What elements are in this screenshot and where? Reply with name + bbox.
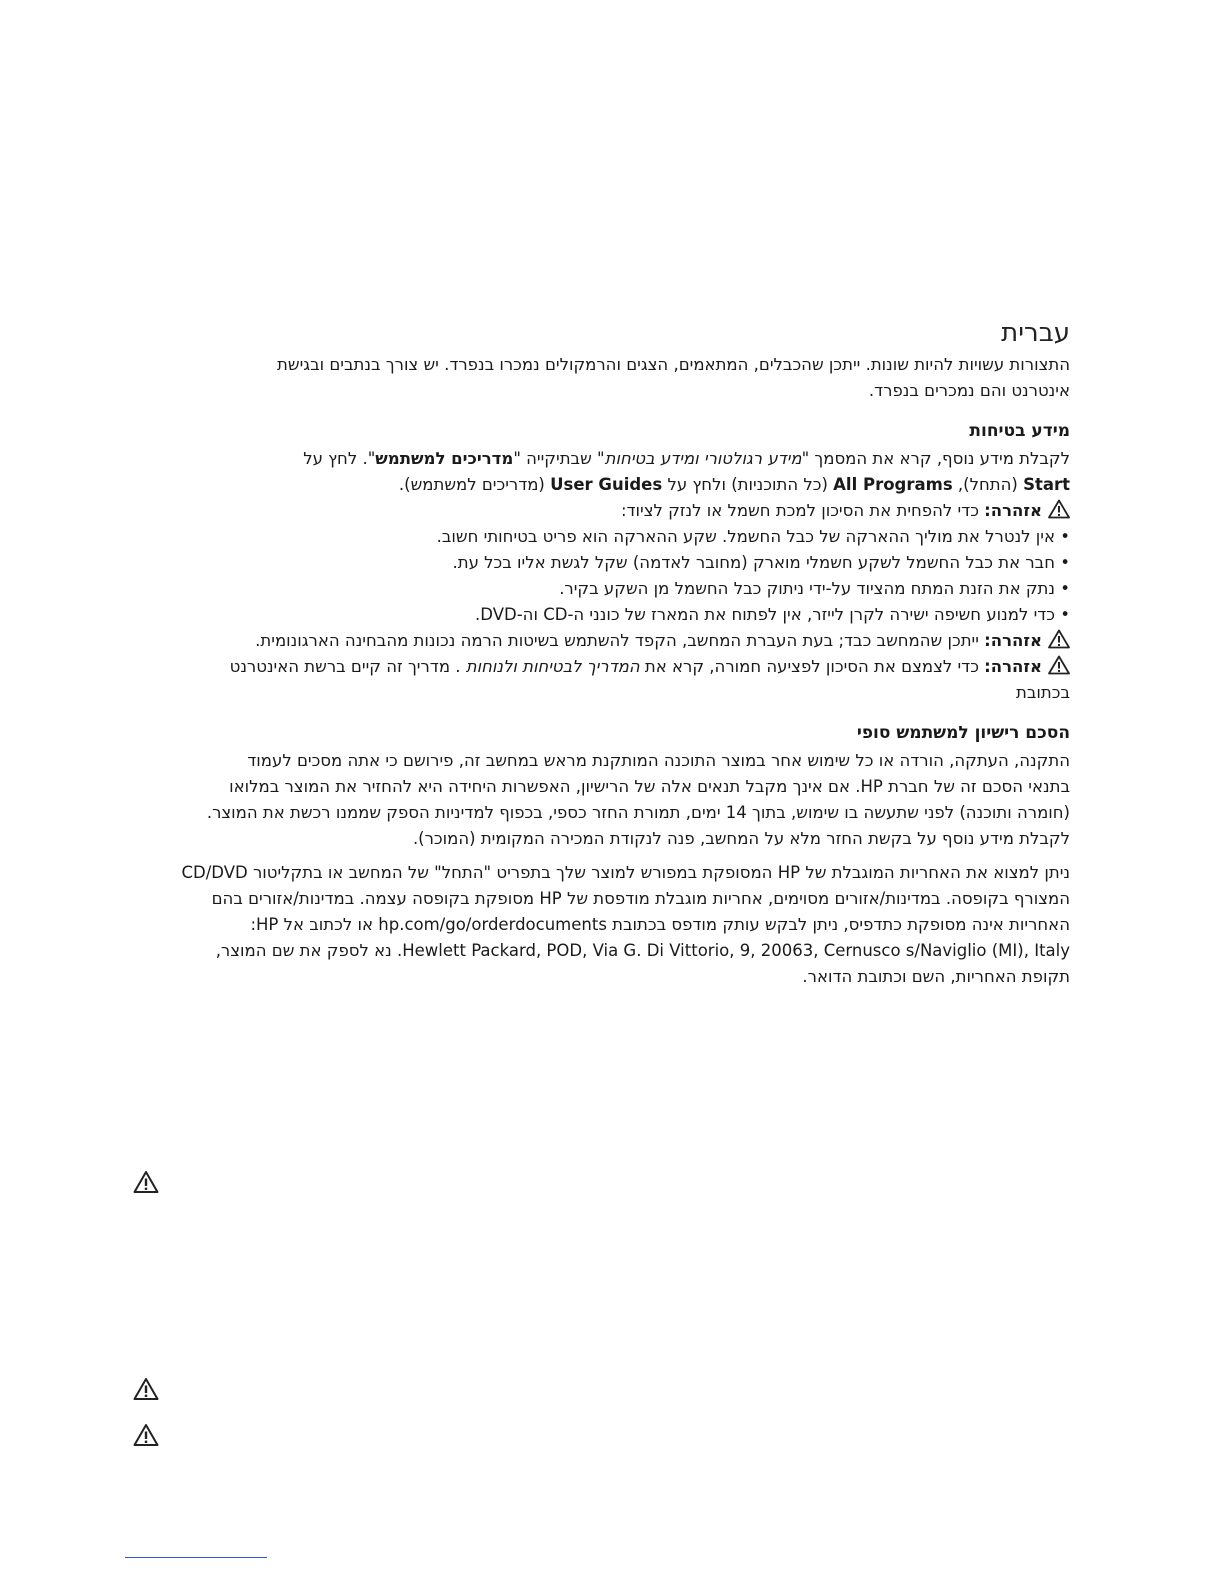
eula-heading: הסכם רישיון למשתמש סופי (856, 723, 1070, 743)
safety-bullet-list (180, 524, 1070, 628)
safety-comfort-guide-title: המדריך לבטיחות ולנוחות (465, 657, 640, 676)
warning-label: אזהרה: (984, 501, 1042, 520)
list-item: • אין לנטרל את מוליך ההארקה של כבל החשמל. שקע ההארקה הוא פריט בטיחותי חשוב. (180, 524, 1070, 550)
warning-label: אזהרה: (984, 631, 1042, 650)
warning-icon (1048, 655, 1070, 675)
safety-heading: מידע בטיחות (969, 421, 1070, 441)
warning-icon (1048, 629, 1070, 649)
list-item: • נתק את הזנת המתח מהציוד על-ידי ניתוק כבל החשמל מן השקע בקיר. (180, 576, 1070, 602)
footnote-divider (125, 1557, 267, 1558)
safety-paragraph-line-1: לקבלת מידע נוסף, קרא את המסמך "מידע רגולטורי ומידע בטיחות" שבתיקייה "מדריכים למשתמש". לחץ על (303, 449, 1070, 468)
warning-electric-shock: אזהרה: כדי להפחית את הסיכון למכת חשמל או לנזק לציוד: (180, 498, 1070, 524)
eula-line: לקבלת מידע נוסף על בקשת החזר מלא על המחשב, פנה לנקודת המכירה המקומית (המוכר). (412, 829, 1070, 848)
warning-serious-injury: אזהרה: כדי לצמצם את הסיכון לפציעה חמורה, קרא את המדריך לבטיחות ולנוחות . מדריך זה קיים ברשת האינטרנט (180, 654, 1070, 680)
list-item: • כדי למנוע חשיפה ישירה לקרן לייזר, אין לפתוח את המארז של כונני ה-CD וה-DVD. (180, 602, 1070, 628)
warranty-line: האחריות אינה מסופקת כתדפיס, ניתן לבקש עותק מודפס בכתובת hp.com/go/orderdocuments או לכתוב אל HP: (250, 915, 1070, 934)
warning-address-line: בכתובת (1016, 683, 1070, 702)
warranty-line: Hewlett Packard, POD, Via G. Di Vittorio, 9, 20063, Cernusco s/Naviglio (MI), Italy. נא לספק את שם המוצר, (215, 941, 1070, 960)
language-title: עברית (1001, 318, 1070, 348)
intro-line-1: התצורות עשויות להיות שונות. ייתכן שהכבלים, המתאמים, הצגים והרמקולים נמכרו בנפרד. יש צורך בנתבים ובגישת (277, 355, 1070, 374)
margin-warning-icon (133, 1423, 159, 1447)
regulatory-doc-title: מידע רגולטורי ומידע בטיחות (604, 449, 802, 468)
warranty-line: ניתן למצוא את האחריות המוגבלת של HP המסופקת במפורש למוצר שלך בתפריט "התחל" של המחשב או בתקליטור CD/DVD (181, 863, 1070, 882)
eula-line: (חומרה ותוכנה) לפני שתעשה בו שימוש, בתוך 14 ימים, תמורת החזר כספי, בכפוף למדיניות הספק שממנו רכשת את המוצר. (206, 803, 1070, 822)
margin-warning-icon (133, 1170, 159, 1194)
document-body (180, 318, 1070, 990)
user-guides-folder: מדריכים למשתמש (375, 449, 514, 468)
all-programs-label: All Programs (833, 475, 953, 494)
warranty-line: תקופת האחריות, השם וכתובת הדואר. (802, 967, 1070, 986)
warning-icon (1048, 499, 1070, 519)
user-guides-label: User Guides (550, 475, 663, 494)
eula-line: בתנאי הסכם זה של חברת HP. אם אינך מקבל תנאים אלה של הרישיון, האפשרות היחידה היא להחזיר את המוצר במלואו (229, 777, 1070, 796)
warning-heavy-computer: אזהרה: ייתכן שהמחשב כבד; בעת העברת המחשב, הקפד להשתמש בשיטות הרמה נכונות מהבחינה הארגונומית. (180, 628, 1070, 654)
warranty-line: המצורף בקופסה. במדינות/אזורים מסוימים, אחריות מוגבלת מודפסת של HP מסופקת בקופסה עצמה. במדינות/אזורים בהם (211, 889, 1070, 908)
list-item: • חבר את כבל החשמל לשקע חשמלי מוארק (מחובר לאדמה) שקל לגשת אליו בכל עת. (180, 550, 1070, 576)
eula-line: התקנה, העתקה, הורדה או כל שימוש אחר במוצר התוכנה המותקנת מראש במחשב זה, פירושם כי אתה מסכים לעמוד (247, 751, 1070, 770)
start-menu-label: Start (1023, 475, 1070, 494)
intro-line-2: אינטרנט והם נמכרים בנפרד. (868, 381, 1070, 400)
safety-paragraph-line-2: Start (התחל), All Programs (כל התוכניות) ולחץ על User Guides (מדריכים למשתמש). (398, 475, 1070, 494)
margin-warning-icon (133, 1377, 159, 1401)
warning-label: אזהרה: (984, 657, 1042, 676)
